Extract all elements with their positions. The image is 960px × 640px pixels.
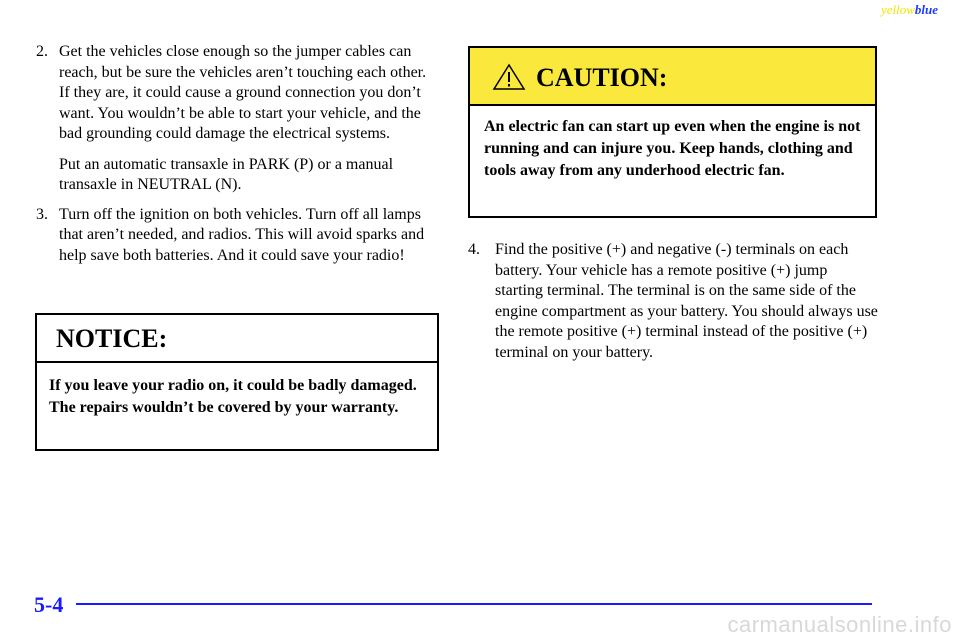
color-marker-blue: blue <box>914 2 938 17</box>
left-column <box>36 42 440 266</box>
step-3 <box>36 205 440 267</box>
step-text: Turn off the ignition on both vehicles. Turn off all lamps that aren’t needed, and radios. This will avoid sparks and help save both batteries. And it could save your radio! <box>59 205 425 264</box>
page-number: 5-4 <box>34 592 64 617</box>
step-number: 4. <box>468 241 480 258</box>
caution-title: CAUTION: <box>536 63 668 92</box>
step-2 <box>36 42 440 196</box>
warning-triangle-icon <box>492 63 526 91</box>
step-text: Get the vehicles close enough so the jumper cables can reach, but be sure the vehicles aren’t touching each other. If they are, it could cause a ground connection you don’t want. You wouldn’t be able to start your vehicle, and the bad grounding could damage the electrical systems. <box>59 43 427 142</box>
caution-body: An electric fan can start up even when the engine is not running and can injure you. Keep hands, clothing and tools away from any underhood electric fan. <box>484 118 861 179</box>
right-column <box>468 46 878 363</box>
step-text: Find the positive (+) and negative (-) terminals on each battery. Your vehicle has a remote positive (+) jump starting terminal. The terminal is on the same side of the engine compartment as your battery. You should always use the remote positive (+) terminal instead of the positive (+) terminal on your battery. <box>495 241 878 361</box>
color-marker <box>881 2 938 18</box>
watermark: carmanualsonline.info <box>727 612 952 637</box>
notice-box <box>35 313 439 451</box>
step-number: 2. <box>36 43 48 60</box>
caution-header <box>470 48 875 106</box>
notice-body: If you leave your radio on, it could be badly damaged. The repairs wouldn’t be covered by your warranty. <box>49 377 417 416</box>
step-note: Put an automatic transaxle in PARK (P) or a manual transaxle in NEUTRAL (N). <box>59 155 394 193</box>
color-marker-yellow: yellow <box>880 2 915 17</box>
step-4 <box>468 240 878 363</box>
notice-title: NOTICE: <box>37 315 437 363</box>
step-number: 3. <box>36 205 48 223</box>
caution-box <box>468 46 877 218</box>
footer-rule <box>76 603 872 605</box>
